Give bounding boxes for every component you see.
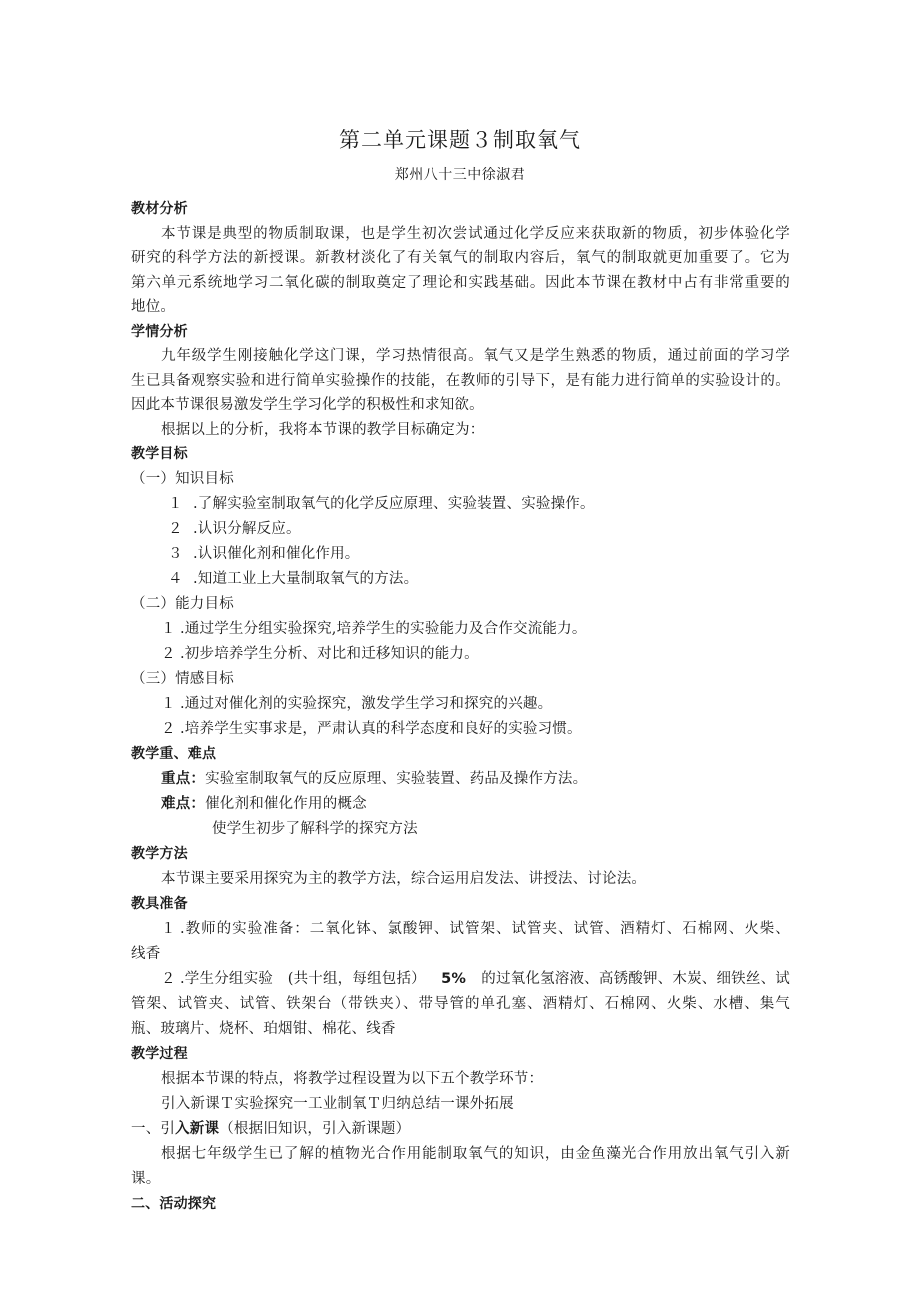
key-point-line bbox=[161, 769, 587, 789]
paragraph-line: 九年级学生刚接触化学这门课，学习热情很高。氧气又是学生熟悉的物质，通过前面的学习学 bbox=[161, 348, 790, 364]
goal-item-number: ３ bbox=[168, 546, 183, 562]
heading-student-analysis: 学情分析 bbox=[131, 324, 188, 340]
aid-item-text: 的过氧化氢溶液、高锈酸钾、木炭、细铁丝、试 bbox=[481, 971, 790, 987]
aid-item-text: .教师的实验准备：二氧化钵、氯酸钾、试管架、试管夹、试管、酒精灯、石棉网、火柴、 bbox=[180, 921, 790, 937]
goal-item-text: .培养学生实事求是，严肃认真的科学态度和良好的实验习惯。 bbox=[180, 721, 582, 737]
heading-key-difficult: 教学重、难点 bbox=[131, 746, 217, 762]
goal-item-number: １ bbox=[168, 496, 183, 512]
goal-item-number: ２ bbox=[168, 521, 183, 537]
paragraph-line: 根据本节课的特点，将教学过程设置为以下五个教学环节： bbox=[161, 1071, 544, 1087]
aid-item-percent: 5% bbox=[441, 971, 467, 987]
goal-item-number: ２ bbox=[161, 646, 176, 662]
aid-item-number: １ bbox=[161, 921, 176, 937]
paragraph-line: 本节课是典型的物质制取课，也是学生初次尝试通过化学反应来获取新的物质，初步体验化学 bbox=[161, 226, 790, 242]
aid-item-text: 线香 bbox=[131, 946, 161, 962]
goal-item-text: .认识催化剂和催化作用。 bbox=[193, 546, 360, 562]
document-title: 第二单元课题３制取氧气 bbox=[339, 128, 581, 152]
goal-group-emotion: （三）情感目标 bbox=[131, 671, 234, 687]
heading-teaching-aids: 教具准备 bbox=[131, 896, 188, 912]
goal-item-text: .通过学生分组实验探究,培养学生的实验能力及合作交流能力。 bbox=[180, 621, 587, 637]
author-line: 郑州八十三中徐淑君 bbox=[394, 167, 526, 183]
difficult-point-text: 催化剂和催化作用的概念 bbox=[205, 796, 367, 812]
aid-item-text: 管架、试管夹、试管、铁架台（带铁夹）、带导管的单孔塞、酒精灯、石棉网、火柴、水槽、集气 bbox=[131, 996, 790, 1012]
process-flow-line: 引入新课Ｔ实验探究一工业制氧Ｔ归纳总结一课外拓展 bbox=[161, 1096, 514, 1112]
goal-item-text: .认识分解反应。 bbox=[193, 521, 301, 537]
aid-item-text: .学生分组实验 (共十组，每组包括） bbox=[180, 971, 426, 987]
key-point-label: 重点： bbox=[161, 771, 206, 787]
subheading-activity-inquiry: 二、活动探究 bbox=[131, 1196, 217, 1212]
goal-group-ability: （二）能力目标 bbox=[131, 596, 234, 612]
goal-item-text: .初步培养学生分析、对比和迁移知识的能力。 bbox=[180, 646, 479, 662]
heading-teaching-process: 教学过程 bbox=[131, 1046, 188, 1062]
paragraph-line: 本节课主要采用探究为主的教学方法，综合运用启发法、讲授法、讨论法。 bbox=[161, 871, 647, 887]
goal-item-text: .知道工业上大量制取氧气的方法。 bbox=[193, 571, 419, 587]
goal-item-text: .通过对催化剂的实验探究，激发学生学习和探究的兴趣。 bbox=[180, 696, 553, 712]
goal-item-number: １ bbox=[161, 621, 176, 637]
subheading-bold: 入新课 bbox=[175, 1121, 220, 1137]
paragraph-line: 因此本节课很易激发学生学习化学的积极性和求知欲。 bbox=[131, 397, 484, 413]
goal-group-knowledge: （一）知识目标 bbox=[131, 471, 234, 487]
goal-item-number: ２ bbox=[161, 721, 176, 737]
aid-item-number: ２ bbox=[161, 971, 176, 987]
heading-teaching-goals: 教学目标 bbox=[131, 446, 188, 462]
subheading-prefix: 一、引 bbox=[131, 1121, 176, 1137]
heading-teaching-method: 教学方法 bbox=[131, 846, 188, 862]
paragraph-line: 课。 bbox=[131, 1171, 161, 1187]
goal-item-number: １ bbox=[161, 696, 176, 712]
paragraph-line: 地位。 bbox=[131, 299, 176, 315]
difficult-point-text-2: 使学生初步了解科学的探究方法 bbox=[212, 821, 418, 837]
paragraph-line: 根据七年级学生已了解的植物光合作用能制取氧气的知识，由金鱼藻光合作用放出氧气引入新 bbox=[161, 1146, 790, 1162]
paragraph-line: 生已具备观察实验和进行简单实验操作的技能，在教师的引导下，是有能力进行简单的实验设计的。 bbox=[131, 373, 790, 389]
difficult-point-label: 难点： bbox=[161, 796, 206, 812]
key-point-text: 实验室制取氧气的反应原理、实验装置、药品及操作方法。 bbox=[205, 771, 588, 787]
difficult-point-line bbox=[161, 794, 367, 814]
aid-item-line bbox=[180, 969, 790, 989]
paragraph-line: 根据以上的分析，我将本节课的教学目标确定为： bbox=[161, 422, 485, 438]
paragraph-line: 第六单元系统地学习二氧化碳的制取奠定了理论和实践基础。因此本节课在教材中占有非常重要的 bbox=[131, 275, 790, 291]
heading-textbook-analysis: 教材分析 bbox=[131, 201, 188, 217]
paragraph-line: 研究的科学方法的新授课。新教材淡化了有关氧气的制取内容后，氧气的制取就更加重要了。它为 bbox=[131, 250, 790, 266]
goal-item-number: ４ bbox=[168, 571, 183, 587]
subheading-introduce-lesson bbox=[131, 1119, 410, 1139]
goal-item-text: .了解实验室制取氧气的化学反应原理、实验装置、实验操作。 bbox=[193, 496, 595, 512]
aid-item-text: 瓶、玻璃片、烧杯、珀烟钳、棉花、线香 bbox=[131, 1021, 396, 1037]
subheading-note: （根据旧知识，引入新课题） bbox=[219, 1121, 411, 1137]
